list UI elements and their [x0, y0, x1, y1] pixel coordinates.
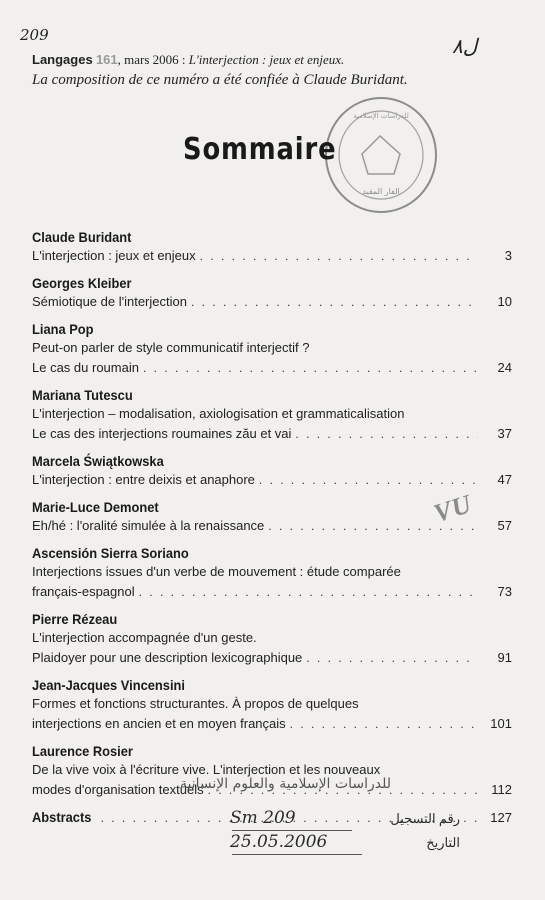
toc-author: Laurence Rosier: [32, 743, 133, 759]
registration-underline: [232, 854, 362, 855]
journal-subtitle: L'interjection : jeux et enjeux.: [188, 52, 345, 67]
toc-line: [32, 582, 512, 602]
journal-name: Langages: [32, 52, 93, 67]
toc-line: [32, 404, 512, 424]
toc-page-number: 3: [504, 248, 512, 263]
toc-entry: [32, 320, 512, 378]
toc-line: [32, 338, 512, 358]
handwritten-mark: ل٨: [452, 34, 478, 58]
toc-author: Jean-Jacques Vincensini: [32, 677, 185, 693]
toc-author: Marie-Luce Demonet: [32, 499, 159, 515]
toc-page-number: 91: [497, 650, 512, 665]
toc-line: [32, 358, 512, 378]
registration-date-row: [230, 832, 460, 856]
toc-title: Sémiotique de l'interjection: [32, 294, 187, 309]
toc-page-number: 10: [497, 294, 512, 309]
page-title: Sommaire: [183, 132, 337, 167]
toc-entry: [32, 228, 512, 266]
toc-entry: [32, 274, 512, 312]
toc-title: L'interjection : entre deixis et anaphore: [32, 472, 255, 487]
journal-header: [32, 52, 344, 68]
toc-author: Georges Kleiber: [32, 275, 132, 291]
toc-author: Claude Buridant: [32, 229, 132, 245]
toc-leader-dots: [200, 246, 478, 266]
toc-title: Le cas des interjections roumaines zău et vai: [32, 426, 292, 441]
toc-title: L'interjection accompagnée d'un geste.: [32, 630, 257, 645]
toc-entry: [32, 610, 512, 668]
journal-date: , mars 2006 :: [117, 52, 189, 67]
vu-stamp: VU: [430, 488, 476, 529]
toc-author: Liana Pop: [32, 321, 94, 337]
toc-page-number: 127: [490, 810, 512, 825]
toc-leader-dots: [143, 358, 478, 378]
journal-issue: 161: [95, 52, 118, 67]
composition-note: La composition de ce numéro a été confiée à Claude Buridant.: [32, 72, 408, 88]
toc-line: [32, 628, 512, 648]
toc-leader-dots: [295, 424, 478, 444]
toc-line: [32, 648, 512, 668]
toc-line: [32, 694, 512, 714]
registration-institution: للدراسات الإسلامية والعلوم الإنسانية: [180, 776, 391, 792]
toc-leader-dots: [306, 648, 478, 668]
registration-box: [230, 808, 460, 856]
toc-title: interjections en ancien et en moyen français: [32, 716, 286, 731]
toc-page-number: 47: [497, 472, 512, 487]
toc-title: Eh/hé : l'oralité simulée à la renaissance: [32, 518, 265, 533]
toc-line: [32, 470, 512, 490]
toc-title: Plaidoyer pour une description lexicographique: [32, 650, 303, 665]
toc-title: français-espagnol: [32, 584, 135, 599]
toc-author: Abstracts: [32, 809, 92, 825]
toc-entry: [32, 452, 512, 490]
registration-underline: [232, 830, 352, 831]
registration-date-value: 25.05.2006: [230, 832, 328, 852]
toc-page-number: 24: [497, 360, 512, 375]
toc-leader-dots: [290, 714, 478, 734]
toc-leader-dots: [259, 470, 478, 490]
stamp-bottom-text: الفار المقيد: [362, 187, 400, 196]
table-of-contents: [32, 228, 512, 836]
toc-page-number: 73: [497, 584, 512, 599]
toc-leader-dots: [191, 292, 478, 312]
toc-line: [32, 714, 512, 734]
registration-number-row: [230, 808, 460, 832]
toc-author: Marcela Świątkowska: [32, 453, 164, 469]
toc-title: Peut-on parler de style communicatif interjectif ?: [32, 340, 310, 355]
toc-line: [32, 292, 512, 312]
toc-leader-dots: [139, 582, 478, 602]
toc-title: L'interjection : jeux et enjeux: [32, 248, 196, 263]
toc-title: modes d'organisation textuels: [32, 782, 204, 797]
stamp-top-text: للدراسات الإسلامية: [353, 112, 409, 120]
toc-author: Ascensión Sierra Soriano: [32, 545, 189, 561]
toc-title: L'interjection – modalisation, axiologisation et grammaticalisation: [32, 406, 405, 421]
registration-number-label: رقم التسجيل: [390, 811, 460, 826]
toc-title: Formes et fonctions structurantes. À propos de quelques: [32, 696, 359, 711]
toc-page-number: 57: [497, 518, 512, 533]
registration-number-value: Sm 209: [230, 808, 296, 828]
toc-page-number: 112: [491, 782, 512, 797]
toc-page-number: 37: [497, 426, 512, 441]
toc-entry: [32, 544, 512, 602]
handwritten-number: 209: [20, 26, 49, 44]
toc-title: De la vive voix à l'écriture vive. L'interjection et les nouveaux: [32, 762, 381, 777]
toc-line: [32, 562, 512, 582]
toc-author: Pierre Rézeau: [32, 611, 118, 627]
registration-date-label: التاريخ: [426, 835, 460, 850]
toc-line: [32, 424, 512, 444]
library-stamp-icon: [322, 94, 440, 216]
toc-page-number: 101: [490, 716, 512, 731]
toc-line: [32, 246, 512, 266]
toc-entry: [32, 676, 512, 734]
toc-entry: [32, 386, 512, 444]
toc-title: Le cas du roumain: [32, 360, 139, 375]
toc-title: Interjections issues d'un verbe de mouvement : étude comparée: [32, 564, 401, 579]
toc-author: Mariana Tutescu: [32, 387, 133, 403]
